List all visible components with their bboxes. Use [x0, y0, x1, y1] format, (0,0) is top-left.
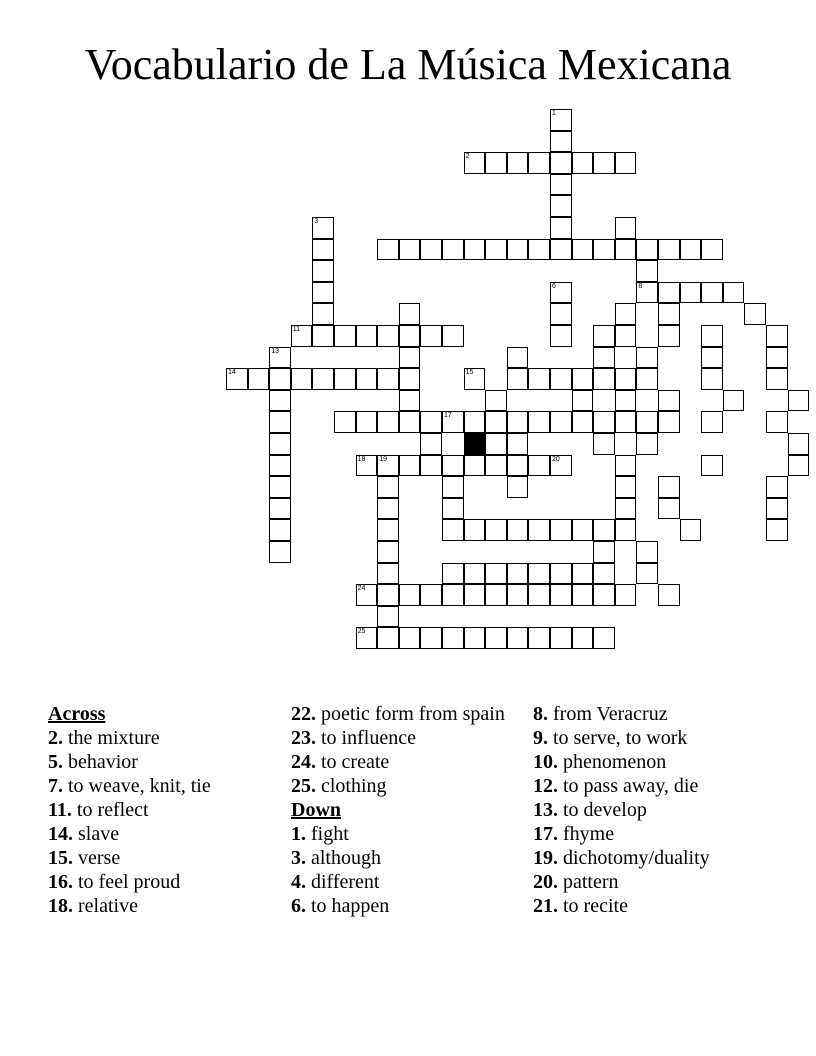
- clue-item: [48, 870, 278, 894]
- grid-cell[interactable]: [528, 519, 550, 541]
- clue-item: [291, 750, 521, 774]
- grid-cell[interactable]: [377, 606, 399, 628]
- grid-cell[interactable]: [593, 368, 615, 390]
- clue-item: [291, 726, 521, 750]
- grid-cell[interactable]: [528, 584, 550, 606]
- clue-number-label: 7.: [48, 775, 63, 797]
- clue-item: [48, 822, 278, 846]
- grid-cell[interactable]: [550, 109, 572, 131]
- grid-cell[interactable]: [550, 195, 572, 217]
- grid-cell[interactable]: [572, 627, 594, 649]
- grid-cell[interactable]: [507, 152, 529, 174]
- grid-cell[interactable]: [680, 282, 702, 304]
- grid-cell[interactable]: [550, 455, 572, 477]
- clue-item: [291, 894, 521, 918]
- grid-cell[interactable]: [356, 368, 378, 390]
- grid-cell[interactable]: [615, 325, 637, 347]
- grid-cell[interactable]: [399, 325, 421, 347]
- grid-cell[interactable]: [766, 368, 788, 390]
- grid-cell[interactable]: [636, 433, 658, 455]
- clue-number-label: 13.: [533, 799, 558, 821]
- grid-cell[interactable]: [377, 498, 399, 520]
- clue-item: [533, 822, 793, 846]
- grid-cell[interactable]: [615, 519, 637, 541]
- grid-cell[interactable]: [615, 217, 637, 239]
- grid-cell[interactable]: [420, 411, 442, 433]
- clue-number: 19: [379, 455, 387, 463]
- grid-cell[interactable]: [399, 411, 421, 433]
- grid-cell[interactable]: [377, 563, 399, 585]
- clue-text: to weave, knit, tie: [63, 775, 211, 797]
- grid-cell[interactable]: [658, 476, 680, 498]
- grid-cell[interactable]: [356, 627, 378, 649]
- clue-number: 24: [357, 585, 366, 593]
- clue-number-label: 5.: [48, 751, 63, 773]
- grid-cell[interactable]: [312, 260, 334, 282]
- clue-text: although: [306, 847, 381, 869]
- grid-cell[interactable]: [442, 455, 464, 477]
- grid-cell[interactable]: [701, 411, 723, 433]
- grid-cell[interactable]: [507, 563, 529, 585]
- grid-cell[interactable]: [636, 282, 658, 304]
- grid-cell[interactable]: [507, 368, 529, 390]
- grid-cell[interactable]: [399, 627, 421, 649]
- grid-cell[interactable]: [420, 239, 442, 261]
- grid-cell[interactable]: [658, 584, 680, 606]
- grid-cell[interactable]: [507, 347, 529, 369]
- grid-cell[interactable]: [377, 239, 399, 261]
- clue-number-label: 8.: [533, 703, 548, 725]
- clue-number: 14: [228, 369, 236, 377]
- grid-cell[interactable]: [420, 455, 442, 477]
- grid-cell[interactable]: [636, 411, 658, 433]
- grid-cell[interactable]: [420, 433, 442, 455]
- grid-cell[interactable]: [701, 325, 723, 347]
- clue-number-label: 18.: [48, 895, 73, 917]
- grid-cell[interactable]: [291, 325, 313, 347]
- grid-cell[interactable]: [572, 584, 594, 606]
- clues-column-2: [291, 702, 521, 918]
- clue-number-label: 25.: [291, 775, 316, 797]
- grid-cell[interactable]: [420, 584, 442, 606]
- grid-cell[interactable]: [399, 390, 421, 412]
- grid-cell[interactable]: [572, 563, 594, 585]
- grid-cell[interactable]: [658, 390, 680, 412]
- grid-cell[interactable]: [528, 563, 550, 585]
- grid-cell[interactable]: [312, 303, 334, 325]
- clue-number: 17: [444, 412, 452, 420]
- grid-cell[interactable]: [593, 541, 615, 563]
- grid-cell[interactable]: [615, 239, 637, 261]
- grid-cell[interactable]: [528, 411, 550, 433]
- clue-number-label: 23.: [291, 727, 316, 749]
- grid-cell[interactable]: [550, 131, 572, 153]
- grid-cell[interactable]: [485, 433, 507, 455]
- clue-text: clothing: [316, 775, 387, 797]
- grid-cell[interactable]: [593, 433, 615, 455]
- clue-item: [291, 846, 521, 870]
- grid-cell[interactable]: [766, 347, 788, 369]
- clue-text: fight: [306, 823, 349, 845]
- grid-cell[interactable]: [464, 239, 486, 261]
- clue-number-label: 22.: [291, 703, 316, 725]
- grid-cell[interactable]: [464, 519, 486, 541]
- grid-cell[interactable]: [658, 239, 680, 261]
- clue-text: phenomenon: [558, 751, 667, 773]
- grid-cell[interactable]: [766, 519, 788, 541]
- grid-cell[interactable]: [766, 476, 788, 498]
- grid-cell[interactable]: [572, 390, 594, 412]
- grid-cell[interactable]: [269, 368, 291, 390]
- grid-cell[interactable]: [593, 627, 615, 649]
- clue-number-label: 2.: [48, 727, 63, 749]
- grid-cell[interactable]: [485, 152, 507, 174]
- grid-cell[interactable]: [550, 627, 572, 649]
- grid-cell[interactable]: [442, 239, 464, 261]
- grid-cell[interactable]: [701, 347, 723, 369]
- grid-cell[interactable]: [507, 433, 529, 455]
- clue-number-label: 3.: [291, 847, 306, 869]
- grid-cell[interactable]: [615, 390, 637, 412]
- grid-cell[interactable]: [377, 325, 399, 347]
- clue-text: fhyme: [558, 823, 615, 845]
- grid-cell[interactable]: [485, 455, 507, 477]
- grid-cell[interactable]: [377, 411, 399, 433]
- grid-cell[interactable]: [485, 239, 507, 261]
- grid-cell[interactable]: [788, 455, 810, 477]
- grid-cell[interactable]: [593, 584, 615, 606]
- grid-cell[interactable]: [550, 217, 572, 239]
- grid-cell[interactable]: [593, 239, 615, 261]
- grid-cell[interactable]: [572, 239, 594, 261]
- grid-cell[interactable]: [442, 627, 464, 649]
- clues-column-3: [533, 702, 793, 918]
- grid-cell[interactable]: [226, 368, 248, 390]
- grid-cell[interactable]: [550, 325, 572, 347]
- clue-text: to feel proud: [73, 871, 181, 893]
- grid-cell[interactable]: [377, 627, 399, 649]
- grid-cell[interactable]: [334, 368, 356, 390]
- grid-cell[interactable]: [464, 627, 486, 649]
- grid-cell[interactable]: [269, 433, 291, 455]
- grid-cell[interactable]: [658, 498, 680, 520]
- grid-cell[interactable]: [399, 584, 421, 606]
- clue-text: to pass away, die: [558, 775, 699, 797]
- grid-cell[interactable]: [615, 476, 637, 498]
- grid-cell[interactable]: [399, 368, 421, 390]
- clue-item: [533, 726, 793, 750]
- grid-cell[interactable]: [528, 239, 550, 261]
- grid-cell[interactable]: [636, 563, 658, 585]
- grid-cell[interactable]: [377, 476, 399, 498]
- grid-cell[interactable]: [550, 411, 572, 433]
- grid-cell[interactable]: [528, 627, 550, 649]
- across-header: Across: [48, 703, 106, 725]
- clue-item: [48, 726, 278, 750]
- clue-text: verse: [73, 847, 121, 869]
- clue-item: [533, 894, 793, 918]
- clue-item: [533, 870, 793, 894]
- grid-cell[interactable]: [485, 519, 507, 541]
- grid-cell[interactable]: [356, 455, 378, 477]
- grid-cell[interactable]: [312, 368, 334, 390]
- grid-cell[interactable]: [788, 433, 810, 455]
- clue-number-label: 20.: [533, 871, 558, 893]
- grid-cell[interactable]: [269, 541, 291, 563]
- grid-cell[interactable]: [658, 282, 680, 304]
- clue-number: 6: [552, 282, 556, 290]
- clue-text: to create: [316, 751, 390, 773]
- grid-cell[interactable]: [269, 519, 291, 541]
- grid-cell[interactable]: [291, 368, 313, 390]
- grid-cell[interactable]: [593, 325, 615, 347]
- grid-cell[interactable]: [269, 390, 291, 412]
- clue-number-label: 17.: [533, 823, 558, 845]
- clue-text: the mixture: [63, 727, 160, 749]
- clue-number: 3: [314, 218, 319, 225]
- grid-cell[interactable]: [680, 239, 702, 261]
- grid-cell[interactable]: [269, 347, 291, 369]
- grid-cell[interactable]: [442, 498, 464, 520]
- grid-cell[interactable]: [420, 627, 442, 649]
- clue-item: [533, 750, 793, 774]
- grid-cell[interactable]: [377, 368, 399, 390]
- clue-text: slave: [73, 823, 120, 845]
- grid-cell[interactable]: [550, 519, 572, 541]
- clue-number: 18: [357, 455, 366, 463]
- grid-cell[interactable]: [636, 347, 658, 369]
- grid-cell[interactable]: [615, 411, 637, 433]
- grid-cell[interactable]: [658, 411, 680, 433]
- grid-cell[interactable]: [464, 411, 486, 433]
- clue-item: [291, 822, 521, 846]
- clue-item: [533, 774, 793, 798]
- grid-cell[interactable]: [399, 455, 421, 477]
- grid-cell[interactable]: [442, 519, 464, 541]
- grid-cell[interactable]: [442, 325, 464, 347]
- clues-column-1: [48, 702, 278, 918]
- grid-cell[interactable]: [485, 563, 507, 585]
- grid-cell[interactable]: [377, 584, 399, 606]
- grid-cell[interactable]: [312, 282, 334, 304]
- grid-cell[interactable]: [507, 411, 529, 433]
- grid-cell[interactable]: [701, 282, 723, 304]
- grid-cell[interactable]: [615, 498, 637, 520]
- clue-text: to recite: [558, 895, 628, 917]
- clue-item: [291, 870, 521, 894]
- clue-item: [48, 846, 278, 870]
- grid-cell[interactable]: [701, 455, 723, 477]
- clue-number: 13: [271, 347, 279, 355]
- clue-number: 20: [552, 455, 560, 463]
- grid-cell[interactable]: [377, 541, 399, 563]
- grid-cell[interactable]: [334, 411, 356, 433]
- clue-number: 1: [552, 110, 556, 117]
- grid-cell[interactable]: [615, 455, 637, 477]
- clue-item: [533, 846, 793, 870]
- grid-cell[interactable]: [269, 498, 291, 520]
- grid-cell[interactable]: [399, 239, 421, 261]
- grid-cell[interactable]: [723, 390, 745, 412]
- grid-cell[interactable]: [464, 455, 486, 477]
- clue-number: 2: [465, 153, 470, 161]
- clue-number-label: 12.: [533, 775, 558, 797]
- grid-cell[interactable]: [356, 411, 378, 433]
- clue-number-label: 4.: [291, 871, 306, 893]
- grid-cell[interactable]: [615, 584, 637, 606]
- clue-text: pattern: [558, 871, 619, 893]
- clue-number-label: 9.: [533, 727, 548, 749]
- grid-cell[interactable]: [593, 347, 615, 369]
- grid-cell[interactable]: [550, 239, 572, 261]
- grid-cell[interactable]: [464, 368, 486, 390]
- grid-cell[interactable]: [399, 347, 421, 369]
- grid-cell[interactable]: [312, 217, 334, 239]
- grid-cell[interactable]: [356, 325, 378, 347]
- clue-text: to influence: [316, 727, 416, 749]
- grid-cell[interactable]: [766, 325, 788, 347]
- clue-item: [291, 774, 521, 798]
- grid-cell[interactable]: [572, 368, 594, 390]
- clue-number-label: 10.: [533, 751, 558, 773]
- grid-cell[interactable]: [593, 152, 615, 174]
- grid-cell[interactable]: [636, 260, 658, 282]
- clue-number-label: 6.: [291, 895, 306, 917]
- clue-number-label: 19.: [533, 847, 558, 869]
- grid-cell[interactable]: [507, 519, 529, 541]
- grid-cell[interactable]: [442, 563, 464, 585]
- clue-text: to happen: [306, 895, 390, 917]
- clue-number-label: 24.: [291, 751, 316, 773]
- grid-cell[interactable]: [701, 239, 723, 261]
- clue-text: to reflect: [71, 799, 149, 821]
- grid-cell[interactable]: [269, 455, 291, 477]
- clue-text: behavior: [63, 751, 138, 773]
- grid-cell[interactable]: [356, 584, 378, 606]
- grid-cell[interactable]: [269, 411, 291, 433]
- grid-cell[interactable]: [334, 325, 356, 347]
- clue-number: 8: [638, 282, 643, 290]
- grid-cell[interactable]: [248, 368, 270, 390]
- clue-text: relative: [73, 895, 138, 917]
- grid-cell[interactable]: [572, 152, 594, 174]
- grid-cell[interactable]: [420, 325, 442, 347]
- clue-item: [48, 798, 278, 822]
- clue-item: [48, 750, 278, 774]
- clue-text: to serve, to work: [548, 727, 688, 749]
- grid-cell[interactable]: [507, 584, 529, 606]
- grid-cell[interactable]: [442, 411, 464, 433]
- grid-cell[interactable]: [550, 368, 572, 390]
- clue-number-label: 15.: [48, 847, 73, 869]
- clue-text: from Veracruz: [548, 703, 668, 725]
- grid-cell[interactable]: [528, 152, 550, 174]
- grid-cell[interactable]: [528, 455, 550, 477]
- grid-cell[interactable]: [636, 368, 658, 390]
- grid-cell[interactable]: [550, 584, 572, 606]
- grid-cell[interactable]: [312, 239, 334, 261]
- grid-cell[interactable]: [464, 584, 486, 606]
- grid-cell[interactable]: [615, 368, 637, 390]
- grid-cell[interactable]: [442, 476, 464, 498]
- grid-cell[interactable]: [507, 627, 529, 649]
- grid-cell[interactable]: [269, 476, 291, 498]
- grid-cell[interactable]: [766, 498, 788, 520]
- grid-cell[interactable]: [550, 152, 572, 174]
- grid-cell[interactable]: [593, 563, 615, 585]
- grid-cell[interactable]: [766, 411, 788, 433]
- clue-text: different: [306, 871, 380, 893]
- grid-cell[interactable]: [507, 455, 529, 477]
- grid-cell[interactable]: [658, 303, 680, 325]
- clue-item: [48, 774, 278, 798]
- grid-cell[interactable]: [615, 303, 637, 325]
- clue-item: [533, 798, 793, 822]
- grid-cell[interactable]: [550, 303, 572, 325]
- grid-cell[interactable]: [593, 411, 615, 433]
- clue-number-label: 11.: [48, 799, 72, 821]
- grid-cell[interactable]: [636, 239, 658, 261]
- grid-cell[interactable]: [528, 368, 550, 390]
- grid-cell[interactable]: [507, 239, 529, 261]
- clue-text: poetic form from spain: [316, 703, 505, 725]
- grid-cell[interactable]: [572, 519, 594, 541]
- clue-number: 11: [292, 326, 301, 333]
- grid-cell[interactable]: [377, 519, 399, 541]
- grid-cell[interactable]: [744, 303, 766, 325]
- grid-cell[interactable]: [701, 368, 723, 390]
- grid-cell[interactable]: [550, 563, 572, 585]
- grid-cell[interactable]: [485, 390, 507, 412]
- grid-cell[interactable]: [658, 325, 680, 347]
- grid-cell[interactable]: [485, 627, 507, 649]
- grid-cell[interactable]: [615, 152, 637, 174]
- page-title: Vocabulario de La Música Mexicana: [84, 40, 732, 89]
- grid-cell[interactable]: [723, 282, 745, 304]
- clue-number: 25: [357, 628, 366, 636]
- grid-cell[interactable]: [593, 519, 615, 541]
- grid-cell[interactable]: [377, 455, 399, 477]
- grid-cell[interactable]: [464, 563, 486, 585]
- grid-cell[interactable]: [442, 584, 464, 606]
- grid-cell[interactable]: [680, 519, 702, 541]
- clue-number-label: 21.: [533, 895, 558, 917]
- grid-cell[interactable]: [312, 325, 334, 347]
- clue-item: [533, 702, 793, 726]
- grid-cell[interactable]: [572, 411, 594, 433]
- grid-cell[interactable]: [485, 584, 507, 606]
- grid-cell[interactable]: [636, 541, 658, 563]
- grid-cell[interactable]: [485, 411, 507, 433]
- grid-cell[interactable]: [788, 390, 810, 412]
- clue-number: 15: [465, 369, 474, 377]
- grid-cell[interactable]: [550, 282, 572, 304]
- grid-cell[interactable]: [507, 476, 529, 498]
- clue-number-label: 14.: [48, 823, 73, 845]
- clue-number-label: 1.: [291, 823, 306, 845]
- clue-text: to develop: [558, 799, 647, 821]
- black-cell: [464, 433, 486, 455]
- grid-cell[interactable]: [399, 303, 421, 325]
- down-header: Down: [291, 799, 342, 821]
- clue-item: [291, 702, 521, 726]
- clue-number-label: 16.: [48, 871, 73, 893]
- grid-cell[interactable]: [464, 152, 486, 174]
- clue-item: [48, 894, 278, 918]
- clue-text: dichotomy/duality: [558, 847, 710, 869]
- grid-cell[interactable]: [550, 174, 572, 196]
